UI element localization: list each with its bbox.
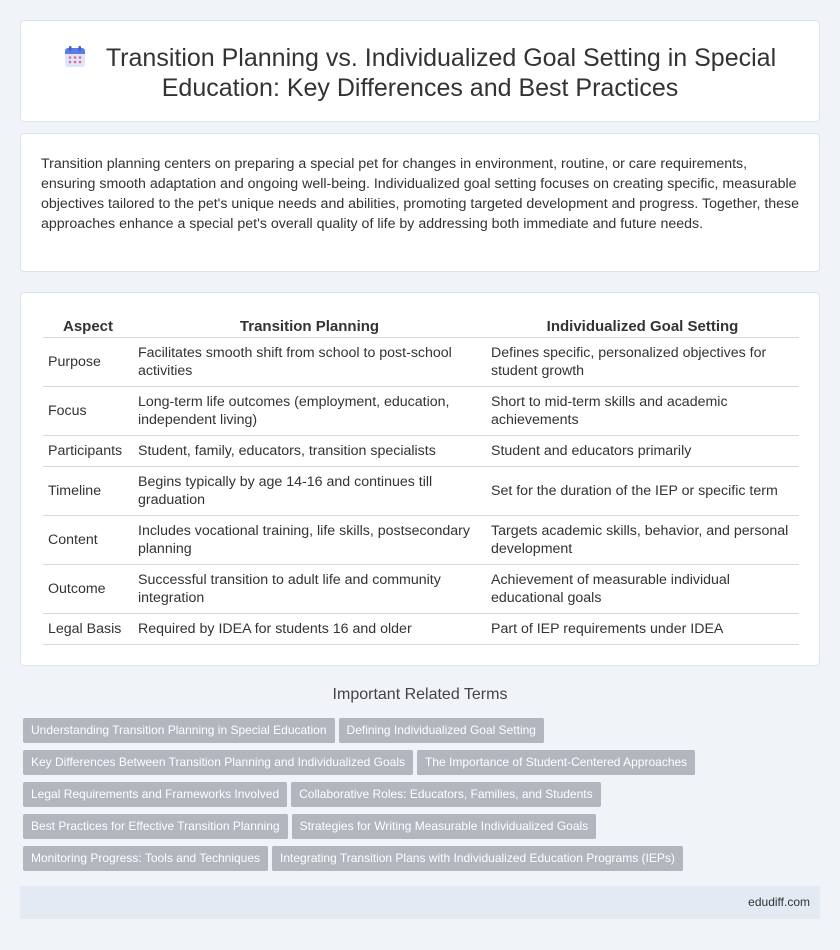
- tag-row: [23, 750, 823, 782]
- related-term-tag[interactable]: Legal Requirements and Frameworks Involved: [23, 782, 287, 807]
- row-transition-planning: Long-term life outcomes (employment, education, independent living): [133, 387, 486, 436]
- row-goal-setting: Set for the duration of the IEP or specific term: [486, 467, 799, 516]
- related-terms-list: [23, 718, 823, 878]
- row-goal-setting: Defines specific, personalized objectives for student growth: [486, 338, 799, 387]
- row-transition-planning: Required by IDEA for students 16 and older: [133, 614, 486, 645]
- row-aspect: Focus: [43, 387, 133, 436]
- row-aspect: Content: [43, 516, 133, 565]
- related-term-tag[interactable]: The Importance of Student-Centered Approaches: [417, 750, 695, 775]
- row-transition-planning: Includes vocational training, life skills, postsecondary planning: [133, 516, 486, 565]
- table-row: [43, 338, 799, 387]
- related-term-tag[interactable]: Strategies for Writing Measurable Individualized Goals: [292, 814, 597, 839]
- row-aspect: Participants: [43, 436, 133, 467]
- tag-row: [23, 782, 823, 814]
- comparison-table: [43, 315, 799, 645]
- footer: [20, 886, 820, 919]
- row-goal-setting: Student and educators primarily: [486, 436, 799, 467]
- row-transition-planning: Student, family, educators, transition specialists: [133, 436, 486, 467]
- related-term-tag[interactable]: Best Practices for Effective Transition Planning: [23, 814, 288, 839]
- row-transition-planning: Successful transition to adult life and community integration: [133, 565, 486, 614]
- table-row: [43, 467, 799, 516]
- intro-paragraph: Transition planning centers on preparing a special pet for changes in environment, routine, or care requirements, ensuring smooth adaptation and ongoing well-being. Individualized goal setting focuses on creating specific, measurable objectives tailored to the pet's unique needs and abilities, promoting targeted development and progress. Together, these approaches enhance a special pet's overall quality of life by addressing both immediate and future needs.: [41, 156, 800, 232]
- comparison-card: [20, 292, 820, 666]
- header-individualized-goal-setting: Individualized Goal Setting: [486, 315, 799, 338]
- related-term-tag[interactable]: Collaborative Roles: Educators, Families, and Students: [291, 782, 600, 807]
- intro-card: [20, 133, 820, 272]
- tag-row: [23, 718, 823, 750]
- calendar-icon: [64, 45, 86, 67]
- table-row: [43, 614, 799, 645]
- related-term-tag[interactable]: Defining Individualized Goal Setting: [339, 718, 544, 743]
- row-goal-setting: Short to mid-term skills and academic achievements: [486, 387, 799, 436]
- row-goal-setting: Part of IEP requirements under IDEA: [486, 614, 799, 645]
- table-row: [43, 387, 799, 436]
- table-header-row: [43, 315, 799, 338]
- table-row: [43, 565, 799, 614]
- row-goal-setting: Achievement of measurable individual educational goals: [486, 565, 799, 614]
- row-goal-setting: Targets academic skills, behavior, and personal development: [486, 516, 799, 565]
- row-transition-planning: Facilitates smooth shift from school to post-school activities: [133, 338, 486, 387]
- related-term-tag[interactable]: Monitoring Progress: Tools and Techniques: [23, 846, 268, 871]
- row-aspect: Purpose: [43, 338, 133, 387]
- footer-site-link[interactable]: edudiff.com: [748, 895, 810, 909]
- page-title: Transition Planning vs. Individualized Goal Setting in Special Education: Key Differences and Best Practices: [105, 44, 777, 102]
- page-title-wrap: [21, 43, 819, 103]
- row-aspect: Timeline: [43, 467, 133, 516]
- title-card: [20, 20, 820, 122]
- tag-row: [23, 846, 823, 878]
- related-term-tag[interactable]: Integrating Transition Plans with Individualized Education Programs (IEPs): [272, 846, 683, 871]
- table-row: [43, 436, 799, 467]
- header-aspect: Aspect: [43, 315, 133, 338]
- tag-row: [23, 814, 823, 846]
- related-term-tag[interactable]: Key Differences Between Transition Planning and Individualized Goals: [23, 750, 413, 775]
- row-transition-planning: Begins typically by age 14-16 and continues till graduation: [133, 467, 486, 516]
- row-aspect: Outcome: [43, 565, 133, 614]
- table-row: [43, 516, 799, 565]
- header-transition-planning: Transition Planning: [133, 315, 486, 338]
- row-aspect: Legal Basis: [43, 614, 133, 645]
- related-terms-heading: Important Related Terms: [332, 686, 508, 703]
- related-term-tag[interactable]: Understanding Transition Planning in Special Education: [23, 718, 335, 743]
